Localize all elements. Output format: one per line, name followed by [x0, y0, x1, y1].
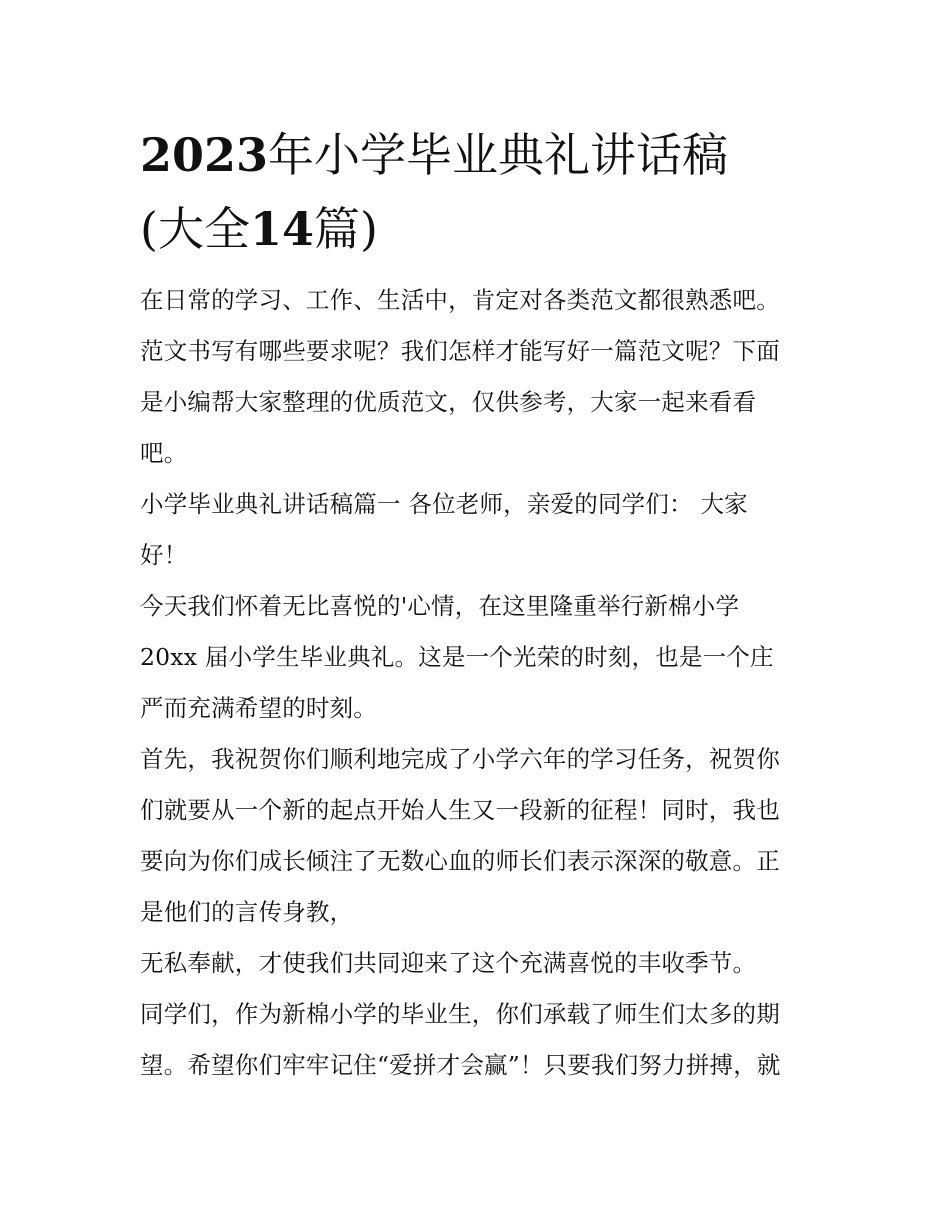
- document-title: [140, 118, 820, 266]
- text-line: 吧。: [140, 439, 188, 467]
- title-text: 年小学毕业典礼讲话稿: [268, 128, 729, 182]
- text-line: 小学毕业典礼讲话稿篇一 各位老师，亲爱的同学们： 大家: [140, 490, 748, 518]
- text-line: 要向为你们成长倾注了无数心血的师长们表示深深的敬意。正: [140, 847, 780, 875]
- text-line: 今天我们怀着无比喜悦的'心情，在这里隆重举行新棉小学: [140, 592, 740, 620]
- title-suffix: 篇): [313, 202, 378, 256]
- title-count: 14: [249, 202, 314, 256]
- title-year: 2023: [140, 128, 269, 182]
- text-line: 首先，我祝贺你们顺利地完成了小学六年的学习任务，祝贺你: [140, 745, 780, 773]
- text-line: 在日常的学习、工作、生活中，肯定对各类范文都很熟悉吧。: [140, 286, 780, 314]
- text-line: 无私奉献，才使我们共同迎来了这个充满喜悦的丰收季节。: [140, 949, 757, 977]
- title-line-1: [140, 118, 820, 192]
- text-line: 好！: [140, 541, 188, 569]
- text-line: 望。希望你们牢牢记住“爱拼才会赢”！只要我们努力拼搏，就: [140, 1051, 781, 1079]
- text-line: 同学们，作为新棉小学的毕业生，你们承载了师生们太多的期: [140, 1000, 780, 1028]
- text-line: 是他们的言传身教，: [140, 898, 354, 926]
- title-line-2: [140, 192, 820, 266]
- text-line: 20xx 届小学生毕业典礼。这是一个光荣的时刻，也是一个庄: [140, 643, 774, 671]
- text-line: 们就要从一个新的起点开始人生又一段新的征程！同时，我也: [140, 796, 780, 824]
- title-prefix: (大全: [140, 202, 250, 256]
- text-line: 范文书写有哪些要求呢？我们怎样才能写好一篇范文呢？下面: [140, 337, 780, 365]
- document-body: [140, 275, 830, 1091]
- text-line: 严而充满希望的时刻。: [140, 694, 377, 722]
- text-line: 是小编帮大家整理的优质范文，仅供参考，大家一起来看看: [140, 388, 757, 416]
